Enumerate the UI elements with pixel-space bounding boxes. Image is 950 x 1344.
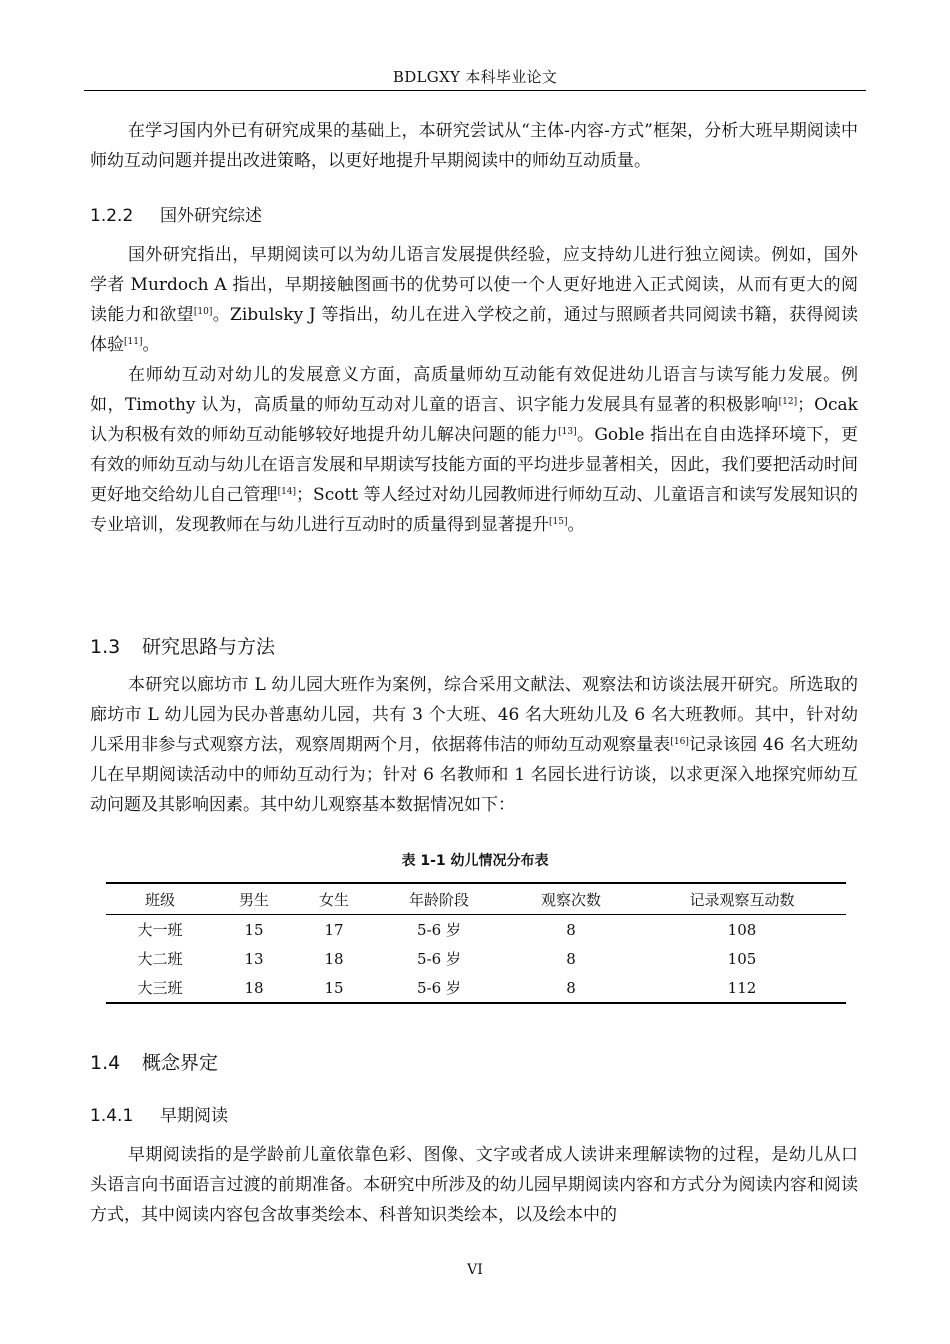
header-rule xyxy=(84,90,866,91)
text-run: 本研究以廊坊市 L 幼儿园大班作为案例，综合采用文献法、观察法和访谈法展开研究。所选取的廊坊市 L 幼儿园为民办普惠幼儿园，共有 3 个大班、46 名大班幼儿及 6 名大班教师。其中，针对幼儿采用非参与式观察方法，观察周期两个月，依据蒋伟洁的师幼互动观察量表 xyxy=(90,675,858,755)
intro-paragraph-block xyxy=(90,116,858,176)
column-header: 女生 xyxy=(294,883,374,915)
column-header: 年龄阶段 xyxy=(374,883,504,915)
section-title: 概念界定 xyxy=(142,1052,219,1074)
section-number: 1.4 xyxy=(90,1052,121,1074)
table-cell: 5-6 岁 xyxy=(374,973,504,1003)
column-header: 记录观察互动数 xyxy=(638,883,846,915)
page-number: VI xyxy=(467,1262,483,1278)
citation-ref: [13] xyxy=(558,427,577,437)
section-title: 早期阅读 xyxy=(160,1106,228,1126)
methods-paragraph xyxy=(90,670,858,820)
table-cell: 8 xyxy=(504,973,638,1003)
text-run: 。Goble 指出在自由选择环境下，更有效的师幼互动与幼儿在语言发展和早期读写技能方面的平均进步显著相关，因此，我们要把活动时间更好地交给幼儿自己管理 xyxy=(90,425,859,505)
table-cell: 13 xyxy=(244,949,264,968)
citation-ref: [12] xyxy=(778,397,798,407)
section-heading-1-4 xyxy=(90,1048,858,1075)
citation-ref: [10] xyxy=(193,307,213,317)
table-row xyxy=(106,944,846,973)
table-cell: 15 xyxy=(294,973,374,1003)
section-number: 1.2.2 xyxy=(90,206,134,226)
table-cell: 5-6 岁 xyxy=(417,921,461,939)
citation-ref: [15] xyxy=(549,517,568,527)
column-header: 班级 xyxy=(106,883,214,915)
text-run: 。 xyxy=(567,515,585,535)
table-cell: 18 xyxy=(324,949,344,968)
section-heading-1-3 xyxy=(90,632,858,659)
intro-paragraph: 在学习国内外已有研究成果的基础上，本研究尝试从“主体-内容-方式”框架，分析大班早期阅读中师幼互动问题并提出改进策略，以更好地提升早期阅读中的师幼互动质量。 xyxy=(90,121,858,171)
table-caption: 表 1-1 幼儿情况分布表 xyxy=(401,853,549,869)
table-cell: 大一班 xyxy=(137,921,183,939)
table-row xyxy=(106,973,846,1003)
table-header-row xyxy=(106,883,846,915)
section-title: 研究思路与方法 xyxy=(142,636,276,658)
table-cell: 8 xyxy=(566,949,576,968)
text-run: ；Ocak 认为积极有效的师幼互动能够较好地提升幼儿解决问题的能力 xyxy=(90,395,858,445)
section-title: 国外研究综述 xyxy=(160,206,262,226)
foreign-research-paragraph-2 xyxy=(90,360,858,540)
section-number: 1.3 xyxy=(90,636,121,658)
citation-ref: [16] xyxy=(670,737,689,747)
methods-block xyxy=(90,670,858,820)
citation-ref: [14] xyxy=(277,487,297,497)
table-cell: 105 xyxy=(727,949,757,968)
table-cell: 112 xyxy=(638,973,846,1003)
section-heading-1-2-2 xyxy=(90,201,858,226)
section-number: 1.4.1 xyxy=(90,1106,134,1126)
table-cell: 大三班 xyxy=(106,973,214,1003)
citation-ref: [11] xyxy=(124,337,143,347)
table-cell: 5-6 岁 xyxy=(417,950,461,968)
children-distribution-table xyxy=(106,882,846,1004)
text-run: 。Zibulsky J 等指出，幼儿在进入学校之前，通过与照顾者共同阅读书籍，获得阅读体验 xyxy=(90,305,858,355)
table-cell: 17 xyxy=(324,920,344,939)
table-cell: 15 xyxy=(244,920,264,939)
text-run: 国外研究指出，早期阅读可以为幼儿语言发展提供经验，应支持幼儿进行独立阅读。例如，国外学者 Murdoch A 指出，早期接触图画书的优势可以使一个人更好地进入正式阅读，从而有更大的阅读能力和欲望 xyxy=(90,245,858,325)
table-cell: 大二班 xyxy=(137,950,183,968)
text-run: 在师幼互动对幼儿的发展意义方面，高质量师幼互动能有效促进幼儿语言与读写能力发展。例如，Timothy 认为，高质量的师幼互动对儿童的语言、识字能力发展具有显著的积极影响 xyxy=(90,365,858,415)
section-heading-1-4-1 xyxy=(90,1101,858,1126)
column-header: 男生 xyxy=(214,883,294,915)
column-header: 观察次数 xyxy=(504,883,638,915)
text-run: 记录该园 46 名大班幼儿在早期阅读活动中的师幼互动行为；针对 6 名教师和 1 名园长进行访谈，以求更深入地探究师幼互动问题及其影响因素。其中幼儿观察基本数据情况如下： xyxy=(90,735,858,815)
running-header: BDLGXY 本科毕业论文 xyxy=(392,68,558,86)
table-cell: 18 xyxy=(214,973,294,1003)
foreign-research-block xyxy=(90,240,858,540)
early-reading-paragraph: 早期阅读指的是学龄前儿童依靠色彩、图像、文字或者成人读讲来理解读物的过程，是幼儿从口头语言向书面语言过渡的前期准备。本研究中所涉及的幼儿园早期阅读内容和方式分为阅读内容和阅读方式，其中阅读内容包含故事类绘本、科普知识类绘本，以及绘本中的 xyxy=(90,1145,858,1225)
text-run: ；Scott 等人经过对幼儿园教师进行师幼互动、儿童语言和读写发展知识的专业培训，发现教师在与幼儿进行互动时的质量得到显著提升 xyxy=(90,485,858,535)
foreign-research-paragraph-1 xyxy=(90,240,858,360)
text-run: 。 xyxy=(142,335,160,355)
table-row xyxy=(106,915,846,945)
table-cell: 108 xyxy=(727,920,757,939)
table-cell: 8 xyxy=(566,920,576,939)
early-reading-block xyxy=(90,1140,858,1230)
